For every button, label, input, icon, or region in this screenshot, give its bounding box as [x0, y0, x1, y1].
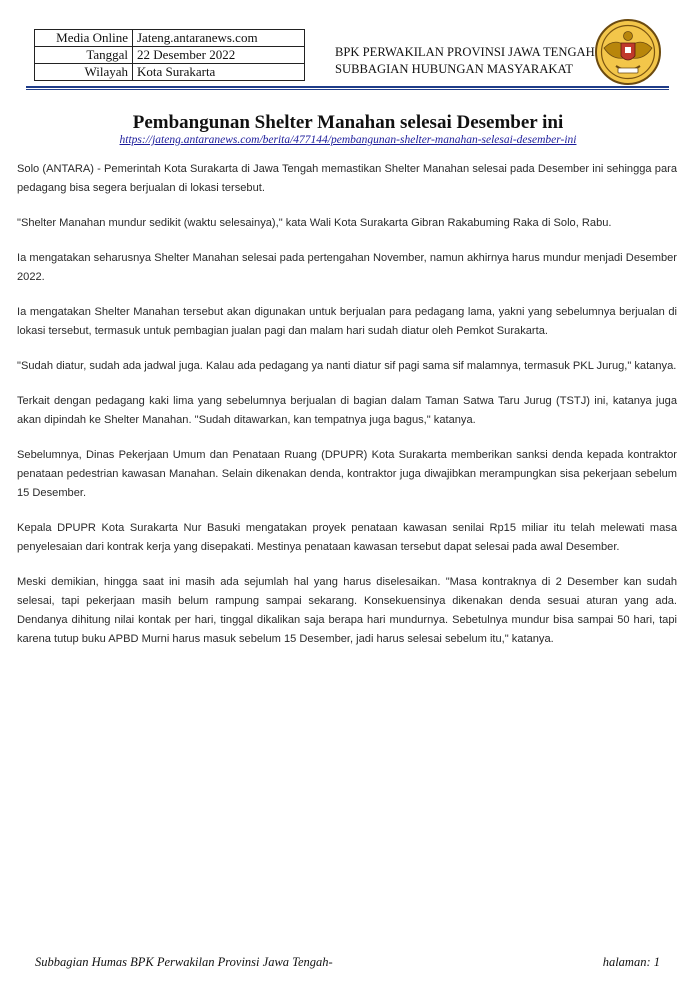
media-label: Media Online — [35, 30, 133, 47]
article-paragraph: "Shelter Manahan mundur sedikit (waktu selesainya)," kata Wali Kota Surakarta Gibran Rakabuming Raka di Solo, Rabu. — [17, 217, 612, 229]
article-paragraph: Sebelumnya, Dinas Pekerjaan Umum dan Penataan Ruang (DPUPR) Kota Surakarta memberikan sanksi denda kepada kontraktor penataan pedestrian kawasan Manahan. Selain dikenakan denda, kontraktor juga diwajibkan merampungkan sisa pekerjaan sebelum 15 Desember. — [17, 449, 677, 499]
article-title: Pembangunan Shelter Manahan selesai Desember ini — [132, 112, 564, 133]
article-paragraph: Terkait dengan pedagang kaki lima yang sebelumnya berjualan di bagian dalam Taman Satwa Taru Jurug (TSTJ) ini, katanya juga akan dipindah ke Shelter Manahan. "Sudah ditawarkan, kan tempatnya juga bagus," katanya. — [17, 395, 677, 426]
article-body — [17, 160, 677, 665]
garuda-emblem-icon — [594, 18, 662, 86]
region-info-row — [35, 64, 305, 81]
organization-subdivision: SUBBAGIAN HUBUNGAN MASYARAKAT — [335, 62, 573, 76]
region-label: Wilayah — [35, 64, 133, 81]
article-paragraph: Meski demikian, hingga saat ini masih ada sejumlah hal yang harus diselesaikan. "Masa kontraknya di 2 Desember kan sudah selesai, tapi pekerjaan masih belum rampung sampai sekarang. Konsekuensinya dikenakan denda sesuai aturan yang ada. Dendanya dihitung nilai kontak per hari, tinggal dikalikan saja berapa hari mundurnya. Sebetulnya mundur bisa sampai 50 hari, tapi karena tutup buku APBD Murni harus masuk sebelum 15 Desember, jadi harus selesai sebelum itu," katanya. — [17, 576, 677, 645]
footer-page-number: halaman: 1 — [602, 955, 660, 969]
article-source-link[interactable]: https://jateng.antaranews.com/berita/477144/pembangunan-shelter-manahan-selesai-desember-ini — [119, 134, 577, 146]
article-paragraph: Kepala DPUPR Kota Surakarta Nur Basuki mengatakan proyek penataan kawasan senilai Rp15 miliar itu telah melewati masa penyelesaian dari kontrak kerja yang disepakati. Mestinya penataan kawasan tersebut dapat selesai pada awal Desember. — [17, 522, 677, 553]
media-info-row — [35, 30, 305, 47]
footer-department: Subbagian Humas BPK Perwakilan Provinsi Jawa Tengah- — [35, 955, 333, 969]
date-label: Tanggal — [35, 47, 133, 64]
header-divider-thin — [26, 89, 669, 90]
date-info-row — [35, 47, 305, 64]
header-divider — [26, 86, 669, 88]
article-paragraph: Ia mengatakan seharusnya Shelter Manahan selesai pada pertengahan November, namun akhirnya harus mundur menjadi Desember 2022. — [17, 252, 677, 283]
media-value: Jateng.antaranews.com — [133, 30, 305, 47]
article-paragraph: "Sudah diatur, sudah ada jadwal juga. Kalau ada pedagang ya nanti diatur sif pagi sama sif malamnya, termasuk PKL Jurug," katanya. — [17, 360, 677, 372]
article-paragraph: Ia mengatakan Shelter Manahan tersebut akan digunakan untuk berjualan para pedagang lama, yakni yang sebelumnya berjualan di lokasi tersebut, termasuk untuk pembagian jualan pagi dan malam hari sudah diatur oleh Pemkot Surakarta. — [17, 306, 677, 337]
media-info-table — [34, 29, 305, 81]
article-paragraph: Solo (ANTARA) - Pemerintah Kota Surakarta di Jawa Tengah memastikan Shelter Manahan selesai pada Desember ini sehingga para pedagang bisa segera berjualan di lokasi tersebut. — [17, 163, 677, 194]
organization-heading — [335, 44, 595, 78]
date-value: 22 Desember 2022 — [133, 47, 305, 64]
region-value: Kota Surakarta — [133, 64, 305, 81]
organization-name: BPK PERWAKILAN PROVINSI JAWA TENGAH — [335, 45, 595, 59]
